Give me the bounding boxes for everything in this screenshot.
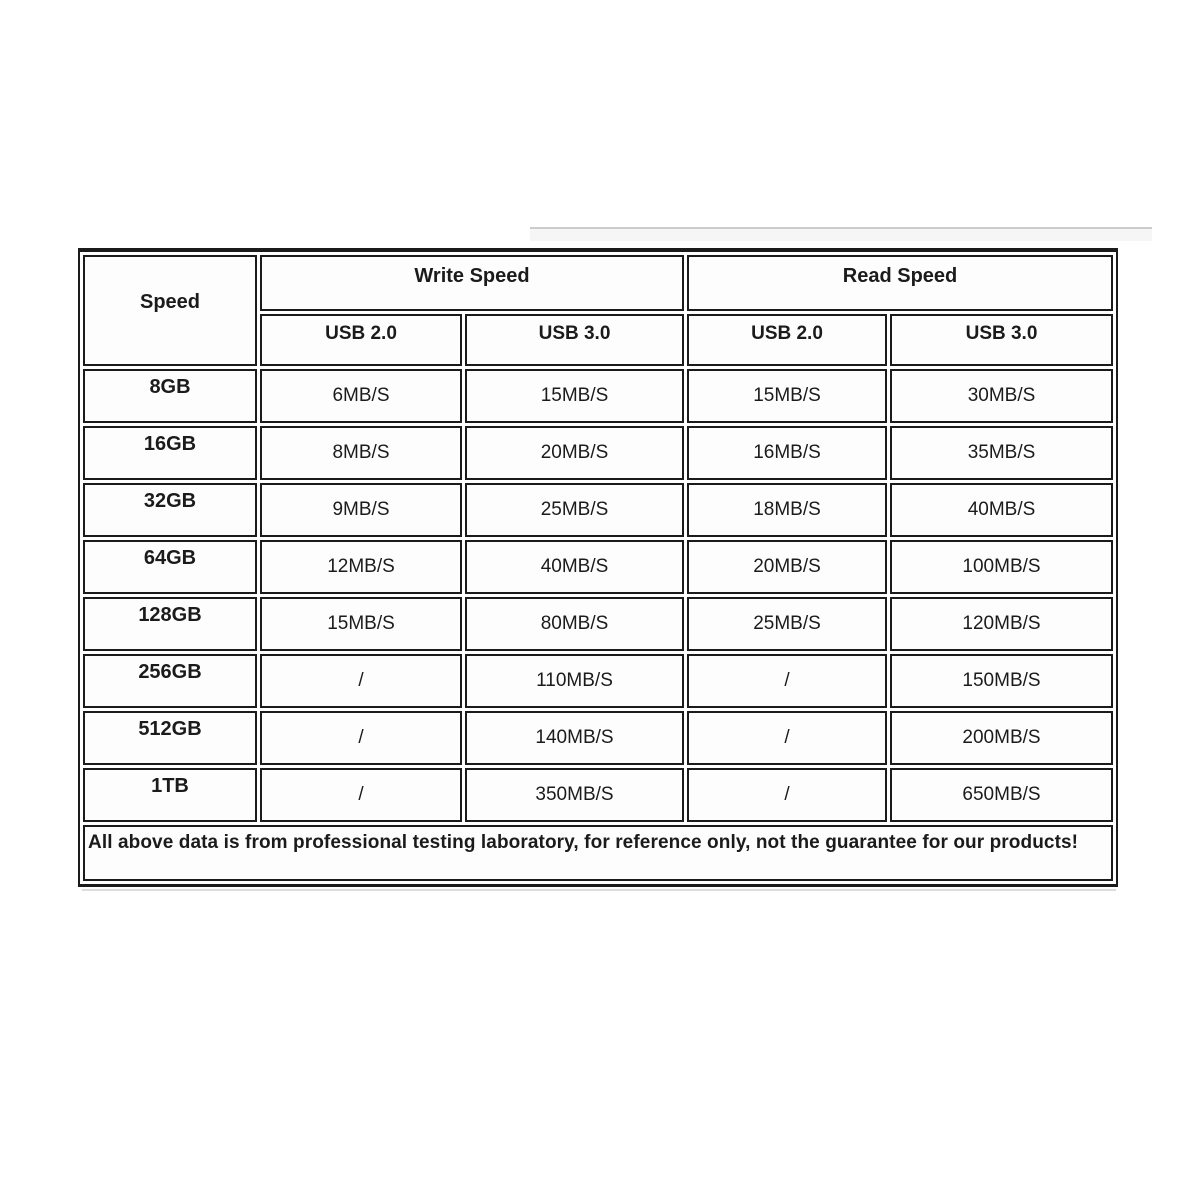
value-cell: 20MB/S: [687, 540, 887, 594]
value-cell: 35MB/S: [890, 426, 1113, 480]
scan-artifact-line: [530, 227, 1152, 241]
sub-header-read-usb30: USB 3.0: [890, 314, 1113, 366]
sub-header-write-usb20: USB 2.0: [260, 314, 462, 366]
scan-artifact-shadow: [82, 889, 1116, 891]
table-row-256gb: [83, 654, 1113, 708]
value-cell: 15MB/S: [260, 597, 462, 651]
capacity-cell: 1TB: [83, 768, 257, 822]
value-cell: /: [687, 768, 887, 822]
usb-speed-table: [78, 248, 1118, 887]
value-cell: /: [260, 768, 462, 822]
value-cell: 25MB/S: [465, 483, 684, 537]
table-row-8gb: [83, 369, 1113, 423]
value-cell: /: [687, 654, 887, 708]
value-cell: /: [687, 711, 887, 765]
capacity-cell: 8GB: [83, 369, 257, 423]
value-cell: 100MB/S: [890, 540, 1113, 594]
capacity-cell: 128GB: [83, 597, 257, 651]
sub-header-write-usb30: USB 3.0: [465, 314, 684, 366]
value-cell: 350MB/S: [465, 768, 684, 822]
value-cell: 12MB/S: [260, 540, 462, 594]
table-row-64gb: [83, 540, 1113, 594]
group-header-write-speed: Write Speed: [260, 255, 684, 311]
value-cell: 40MB/S: [465, 540, 684, 594]
value-cell: /: [260, 654, 462, 708]
group-header-read-speed: Read Speed: [687, 255, 1113, 311]
value-cell: 6MB/S: [260, 369, 462, 423]
sub-header-read-usb20: USB 2.0: [687, 314, 887, 366]
value-cell: 30MB/S: [890, 369, 1113, 423]
value-cell: 9MB/S: [260, 483, 462, 537]
value-cell: 150MB/S: [890, 654, 1113, 708]
value-cell: 200MB/S: [890, 711, 1113, 765]
group-header-row: [83, 255, 1113, 311]
capacity-cell: 32GB: [83, 483, 257, 537]
table-row-32gb: [83, 483, 1113, 537]
capacity-cell: 256GB: [83, 654, 257, 708]
table-row-128gb: [83, 597, 1113, 651]
footnote-row: [83, 825, 1113, 881]
table-row-16gb: [83, 426, 1113, 480]
capacity-cell: 64GB: [83, 540, 257, 594]
value-cell: 650MB/S: [890, 768, 1113, 822]
capacity-cell: 16GB: [83, 426, 257, 480]
table-row-1tb: [83, 768, 1113, 822]
value-cell: 15MB/S: [465, 369, 684, 423]
corner-header-speed: Speed: [83, 255, 257, 366]
value-cell: 25MB/S: [687, 597, 887, 651]
value-cell: 16MB/S: [687, 426, 887, 480]
value-cell: /: [260, 711, 462, 765]
value-cell: 20MB/S: [465, 426, 684, 480]
value-cell: 40MB/S: [890, 483, 1113, 537]
value-cell: 15MB/S: [687, 369, 887, 423]
value-cell: 110MB/S: [465, 654, 684, 708]
value-cell: 120MB/S: [890, 597, 1113, 651]
value-cell: 8MB/S: [260, 426, 462, 480]
capacity-cell: 512GB: [83, 711, 257, 765]
table-row-512gb: [83, 711, 1113, 765]
footnote-text: All above data is from professional testing laboratory, for reference only, not the guarantee for our products!: [83, 825, 1113, 881]
value-cell: 18MB/S: [687, 483, 887, 537]
value-cell: 80MB/S: [465, 597, 684, 651]
value-cell: 140MB/S: [465, 711, 684, 765]
